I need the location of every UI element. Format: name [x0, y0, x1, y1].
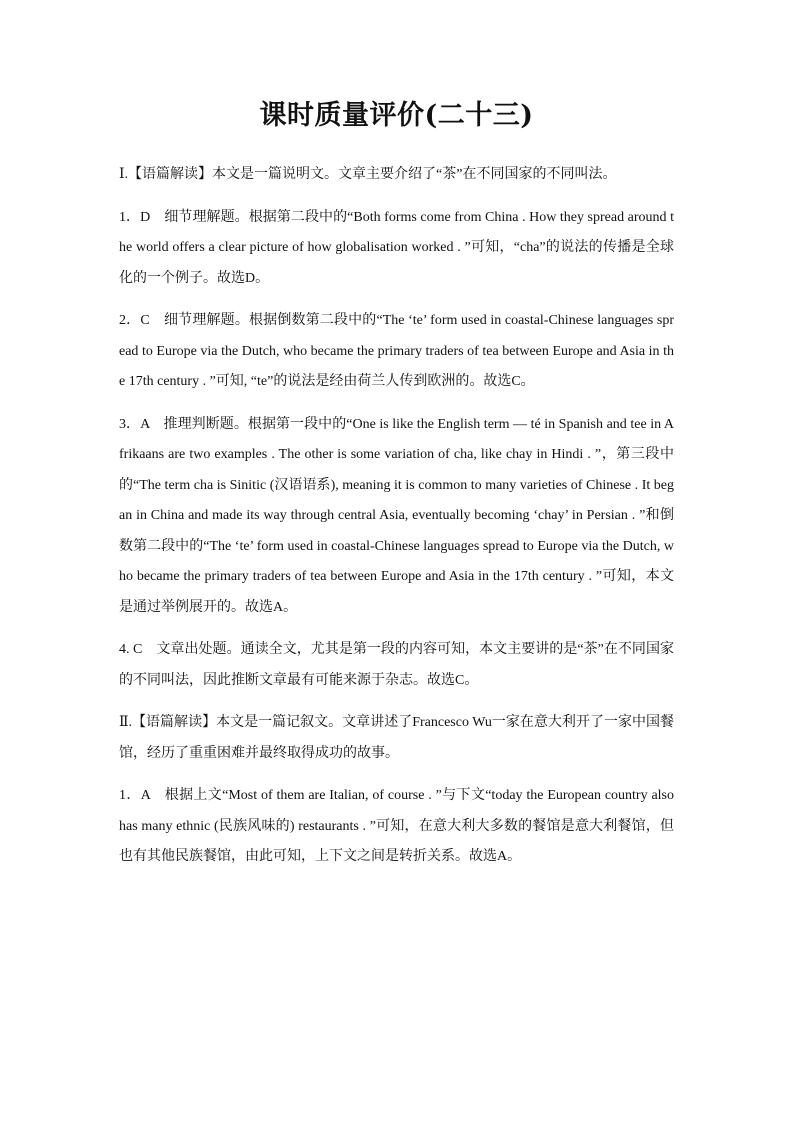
document-page [119, 96, 674, 885]
page-title: 课时质量评价(二十三) [259, 100, 534, 131]
answer-5: 1．A 根据上文“Most of them are Italian, of course . ”与下文“today the European country also has many ethnic (民族风味的) restaurants . ”可知，在意大利大多数的餐馆是意大利餐馆，但也有其他民族餐馆，由此可知，上下文之间是转折关系。故选A。 [119, 788, 674, 864]
answer-2: 2．C 细节理解题。根据倒数第二段中的“The ‘te’ form used in coastal-Chinese languages spread to Europe via the Dutch, who became the primary traders of tea between Europe and Asia in the 17th century . ”可知, “te”的说法是经由荷兰人传到欧洲的。故选C。 [119, 313, 674, 389]
section-2-intro: Ⅱ.【语篇解读】本文是一篇记叙文。文章讲述了Francesco Wu一家在意大利开了一家中国餐馆，经历了重重困难并最终取得成功的故事。 [119, 715, 674, 761]
section-1-intro: Ⅰ.【语篇解读】本文是一篇说明文。文章主要介绍了“茶”在不同国家的不同叫法。 [119, 167, 617, 182]
answer-4: 4. C 文章出处题。通读全文，尤其是第一段的内容可知，本文主要讲的是“茶”在不同国家的不同叫法，因此推断文章最有可能来源于杂志。故选C。 [119, 642, 674, 688]
answer-1: 1．D 细节理解题。根据第二段中的“Both forms come from China . How they spread around the world offers a clear picture of how globalisation worked . ”可知，“cha”的说法的传播是全球化的一个例子。故选D。 [119, 209, 674, 286]
answer-3: 3．A 推理判断题。根据第一段中的“One is like the English term — té in Spanish and tee in Afrikaans are two examples . The other is some variation of cha, like chay in Hindi . ”，第三段中的“The term cha is Sinitic (汉语语系), meaning it is common to many varieties of Chinese . It began in China and made its way through central Asia, eventually becoming ‘chay’ in Persian . ”和倒数第二段中的“The ‘te’ form used in coastal-Chinese languages spread to Europe via the Dutch, who became the primary traders of tea between Europe and Asia in the 17th century . ”可知，本文是通过举例展开的。故选A。 [119, 416, 674, 615]
